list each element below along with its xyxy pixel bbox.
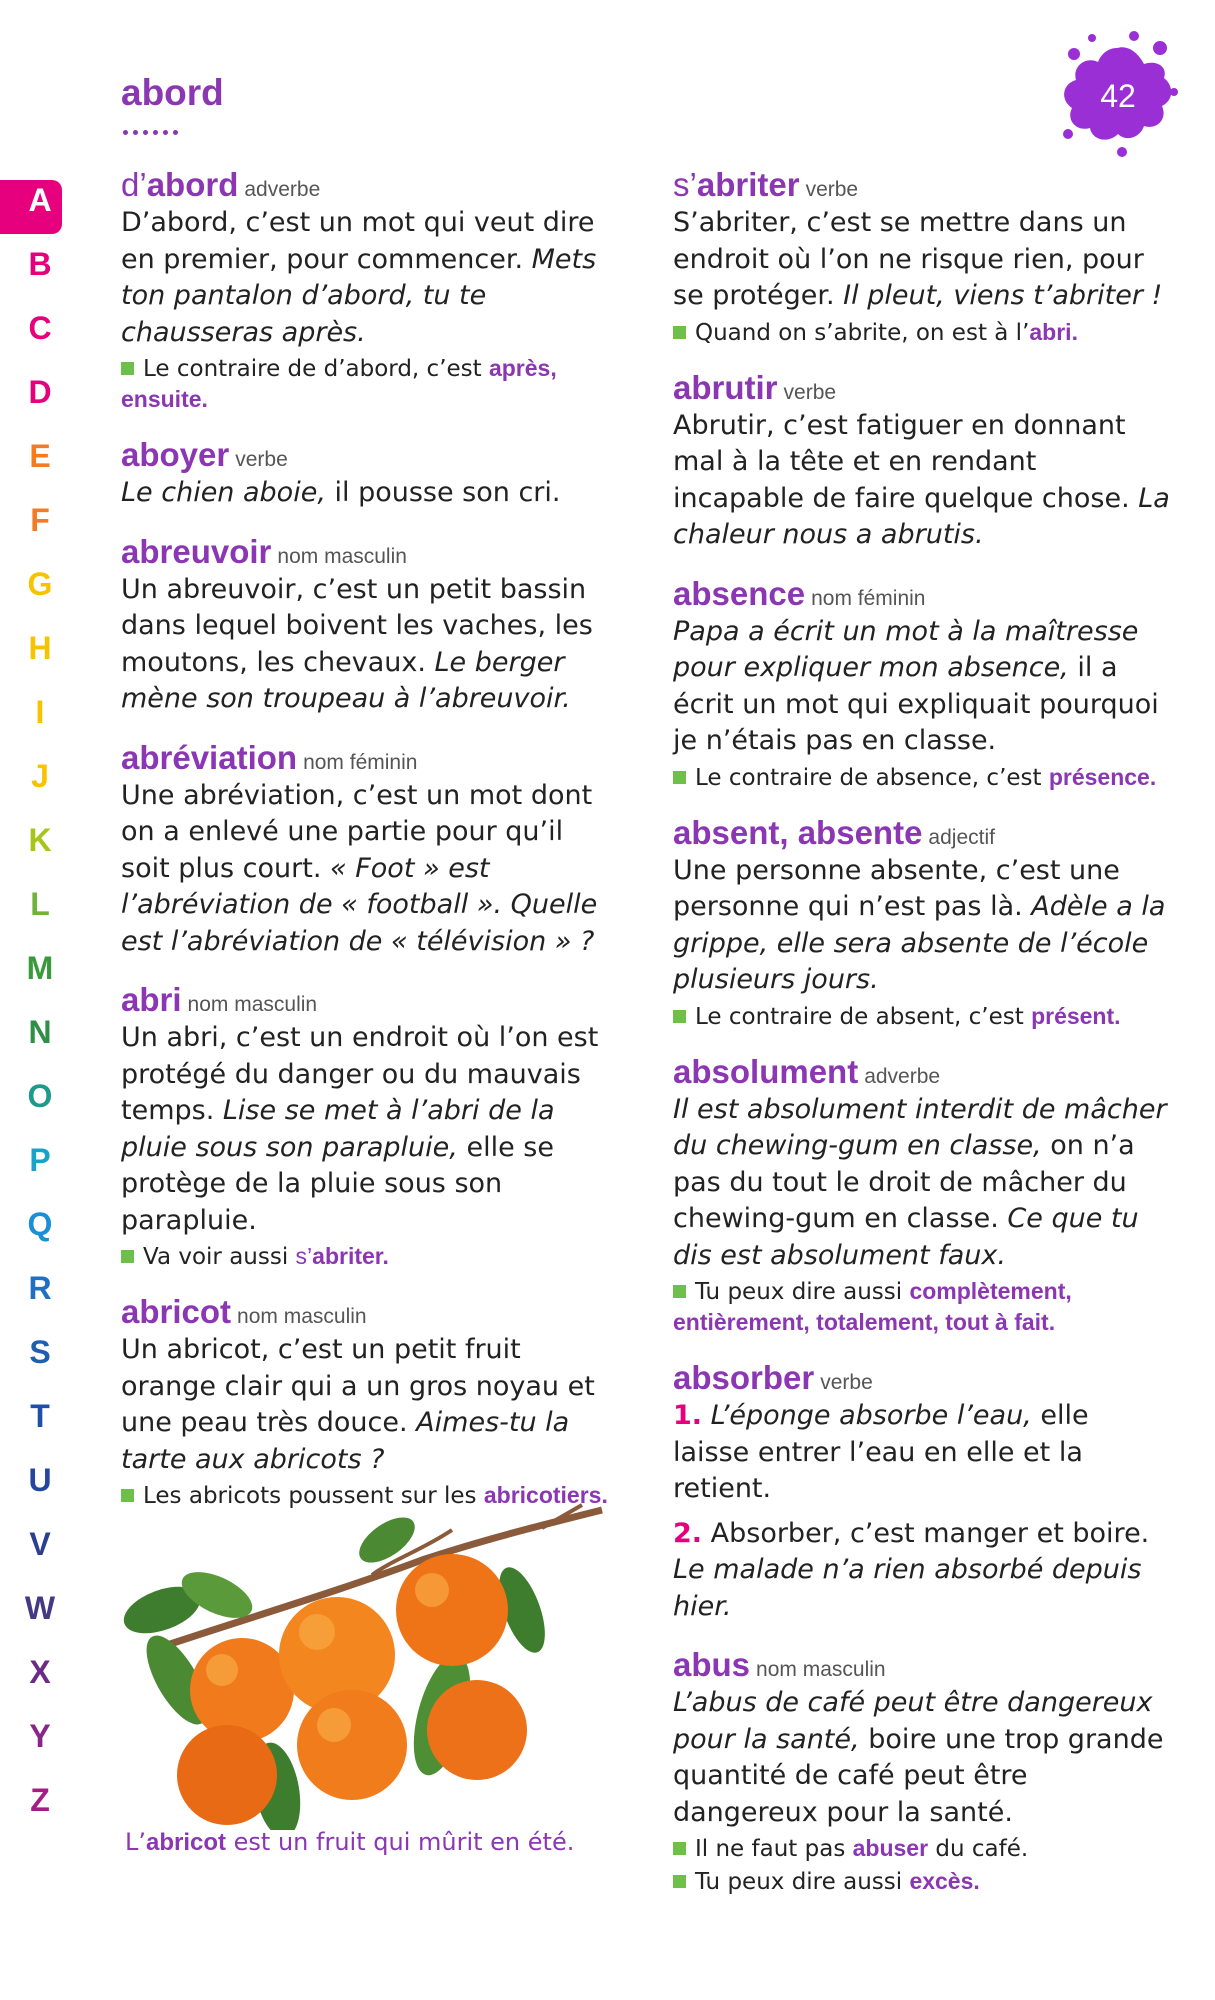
part-of-speech: verbe <box>783 380 837 404</box>
example: Papa a écrit un mot à la maîtresse pour expliquer mon absence, <box>673 615 1139 683</box>
alphabet-letter-t[interactable]: T <box>30 1398 50 1434</box>
headword-abreviation: abréviation <box>121 738 298 776</box>
example-2: Ce que tu dis est absolument faux. <box>673 1203 1139 1271</box>
alphabet-letter-l[interactable]: L <box>30 886 50 922</box>
example: Adèle a la grippe, elle sera absente de l’école plusieurs jours. <box>673 891 1166 995</box>
alphabet-letter-k[interactable]: K <box>28 822 52 858</box>
alphabet-letter-w[interactable]: W <box>24 1590 56 1626</box>
cross-reference-link[interactable]: abricotiers. <box>483 1482 608 1508</box>
entry-abreviation <box>121 738 611 961</box>
alphabet-letter-i[interactable]: I <box>35 694 45 730</box>
example: La chaleur nous a abrutis. <box>673 482 1170 550</box>
headword-abricot: abricot <box>121 1293 232 1330</box>
example: L’abus de café peut être dangereux pour la santé, <box>673 1687 1153 1755</box>
part-of-speech: adverbe <box>864 1064 941 1088</box>
alphabet-letter-y[interactable]: Y <box>29 1718 51 1754</box>
alphabet-letter-o[interactable]: O <box>27 1078 53 1114</box>
headword-abri: abri <box>121 981 182 1018</box>
headword-absorber: absorber <box>673 1359 815 1396</box>
left-column <box>121 165 611 1531</box>
cross-reference-link[interactable]: s’abriter. <box>295 1243 389 1269</box>
entry-dabord <box>121 165 611 415</box>
green-square-icon <box>673 1875 686 1888</box>
cross-reference-link[interactable]: abri. <box>1029 318 1078 345</box>
definition: elle laisse entrer l’eau en elle et la retient. <box>673 1400 1089 1504</box>
definition: Une abréviation, c’est un mot dont on a enlevé une partie pour qu’il soit plus court. <box>121 779 593 884</box>
alphabet-letter-h[interactable]: H <box>28 630 52 666</box>
part-of-speech: verbe <box>820 1371 873 1394</box>
part-of-speech: nom masculin <box>277 544 407 568</box>
headword-absent: absent, absente <box>673 813 923 851</box>
headword-absence: absence <box>673 574 806 612</box>
header-dots-divider <box>123 120 183 139</box>
part-of-speech: nom féminin <box>303 750 418 774</box>
note: Le contraire de absent, c’est présent. <box>673 1001 1173 1032</box>
illustration-caption: L’abricot est un fruit qui mûrit en été. <box>125 1828 575 1856</box>
note: Il ne faut pas abuser du café. <box>673 1833 1173 1864</box>
alphabet-letter-n[interactable]: N <box>28 1014 52 1050</box>
sense-number: 2. <box>673 1517 703 1549</box>
example: « Foot » est l’abréviation de « football ». Quelle est l’abréviation de « télévision » ? <box>121 852 598 957</box>
definition: S’abriter, c’est se mettre dans un endroit où l’on ne risque rien, pour se protéger. <box>673 207 1144 311</box>
alphabet-letter-d[interactable]: D <box>28 374 52 410</box>
entry-abrutir <box>673 368 1173 554</box>
alphabet-letter-j[interactable]: J <box>31 758 49 794</box>
example: Le malade n’a rien absorbé depuis hier. <box>673 1554 1142 1622</box>
definition: Absorber, c’est manger et boire. <box>710 1517 1150 1549</box>
entry-absent <box>673 813 1173 1032</box>
alphabet-letter-a[interactable]: A <box>28 182 52 218</box>
example: Lise se met à l’abri de la pluie sous son parapluie, <box>121 1095 555 1163</box>
alphabet-letter-u[interactable]: U <box>28 1462 52 1498</box>
note: Tu peux dire aussi excès. <box>673 1866 1173 1897</box>
definition: il a écrit un mot qui expliquait pourquoi je n’étais pas en classe. <box>673 652 1159 756</box>
right-column <box>673 165 1173 1917</box>
entry-sabriter <box>673 165 1173 348</box>
alphabet-letter-s[interactable]: S <box>29 1334 51 1370</box>
page-number: 42 <box>1100 78 1136 114</box>
example: L’éponge absorbe l’eau, <box>710 1400 1032 1431</box>
note: Quand on s’abrite, on est à l’abri. <box>673 317 1173 348</box>
apricot-branch-illustration <box>122 1500 608 1830</box>
page-header-word: abord <box>121 72 224 113</box>
definition: Une personne absente, c’est une personne qui n’est pas là. <box>673 854 1120 922</box>
part-of-speech: nom féminin <box>811 586 926 610</box>
definition-continued: elle se protège de la pluie sous son parapluie. <box>121 1131 554 1236</box>
sense-1 <box>673 1398 1173 1508</box>
alphabet-letter-m[interactable]: M <box>26 950 54 986</box>
definition: on n’a pas du tout le droit de mâcher du chewing-gum en classe. <box>673 1130 1135 1234</box>
cross-reference-link[interactable]: complètement, entièrement, totalement, tout à fait. <box>673 1278 1072 1335</box>
part-of-speech: verbe <box>235 448 288 471</box>
green-square-icon <box>673 1842 686 1855</box>
definition: Un abreuvoir, c’est un petit bassin dans lequel boivent les vaches, les moutons, les chevaux. <box>121 573 593 678</box>
part-of-speech: nom masculin <box>237 1305 367 1328</box>
part-of-speech: verbe <box>805 178 859 201</box>
sense-2 <box>673 1516 1173 1626</box>
entry-abreuvoir <box>121 532 611 718</box>
entry-absorber <box>673 1358 1173 1625</box>
part-of-speech: nom masculin <box>756 1658 886 1681</box>
alphabet-letter-x[interactable]: X <box>29 1654 51 1690</box>
green-square-icon <box>121 362 134 375</box>
cross-reference-link[interactable]: excès. <box>909 1868 980 1894</box>
definition: D’abord, c’est un mot qui veut dire en premier, pour commencer. <box>121 207 595 275</box>
definition: Abrutir, c’est fatiguer en donnant mal à la tête et en rendant incapable de faire quelque chose. <box>673 409 1130 514</box>
example: Mets ton pantalon d’abord, tu te chausseras après. <box>121 243 597 348</box>
headword-sabriter: s’abriter <box>673 166 800 203</box>
note: Va voir aussi s’abriter. <box>121 1241 611 1272</box>
definition: il pousse son cri. <box>334 477 561 508</box>
entry-absolument <box>673 1052 1173 1339</box>
headword-dabord: d’abord <box>121 166 239 203</box>
example: Le berger mène son troupeau à l’abreuvoir. <box>121 646 571 714</box>
part-of-speech: nom masculin <box>187 993 318 1016</box>
example: Aimes-tu la tarte aux abricots ? <box>121 1407 570 1475</box>
note: Les abricots poussent sur les abricotiers. <box>121 1480 611 1511</box>
green-square-icon <box>673 1285 686 1298</box>
headword-abreuvoir: abreuvoir <box>121 532 272 570</box>
definition: Un abricot, c’est un petit fruit orange clair qui a un gros noyau et une peau très douce. <box>121 1334 595 1438</box>
example: Le chien aboie, <box>121 477 326 508</box>
alphabet-letter-c[interactable]: C <box>28 310 52 346</box>
headword-aboyer: aboyer <box>121 436 230 473</box>
green-square-icon <box>673 771 686 784</box>
part-of-speech: adjectif <box>928 825 995 849</box>
alphabet-letter-q[interactable]: Q <box>27 1206 53 1242</box>
cross-reference-link[interactable]: abuser <box>852 1835 929 1861</box>
headword-absolument: absolument <box>673 1052 859 1090</box>
example: Il est absolument interdit de mâcher du chewing-gum en classe, <box>673 1093 1167 1161</box>
sense-number: 1. <box>673 1400 703 1431</box>
entry-abri <box>121 980 611 1272</box>
note: Le contraire de absence, c’est présence. <box>673 762 1173 793</box>
alphabet-letter-b[interactable]: B <box>28 246 52 282</box>
definition: boire une trop grande quantité de café peut être dangereux pour la santé. <box>673 1723 1164 1828</box>
alphabet-letter-r[interactable]: R <box>28 1270 52 1306</box>
entry-absence <box>673 574 1173 793</box>
note: Tu peux dire aussi complètement, entièrement, totalement, tout à fait. <box>673 1278 1072 1335</box>
entry-abus <box>673 1645 1173 1897</box>
green-square-icon <box>121 1250 134 1263</box>
cross-reference-link[interactable]: présence. <box>1048 763 1157 790</box>
definition: Un abri, c’est un endroit où l’on est protégé du danger ou du mauvais temps. <box>121 1022 599 1126</box>
green-square-icon <box>673 1010 686 1023</box>
entry-abricot <box>121 1292 611 1511</box>
alphabet-letter-e[interactable]: E <box>29 438 51 474</box>
green-square-icon <box>673 326 686 339</box>
cross-reference-link[interactable]: présent. <box>1031 1002 1121 1029</box>
alphabet-letter-g[interactable]: G <box>27 566 53 602</box>
cross-reference-link[interactable]: après, ensuite. <box>121 355 557 412</box>
entry-aboyer <box>121 435 611 512</box>
headword-abrutir: abrutir <box>673 368 778 406</box>
alphabet-letter-f[interactable]: F <box>30 502 50 538</box>
headword-abus: abus <box>673 1646 751 1683</box>
alphabet-letter-v[interactable]: V <box>29 1526 51 1562</box>
note: Le contraire de d’abord, c’est après, ensuite. <box>121 355 557 412</box>
part-of-speech: adverbe <box>244 178 321 201</box>
alphabet-letter-z[interactable]: Z <box>30 1782 50 1818</box>
alphabet-letter-p[interactable]: P <box>29 1142 51 1178</box>
example: Il pleut, viens t’abriter ! <box>843 280 1163 311</box>
